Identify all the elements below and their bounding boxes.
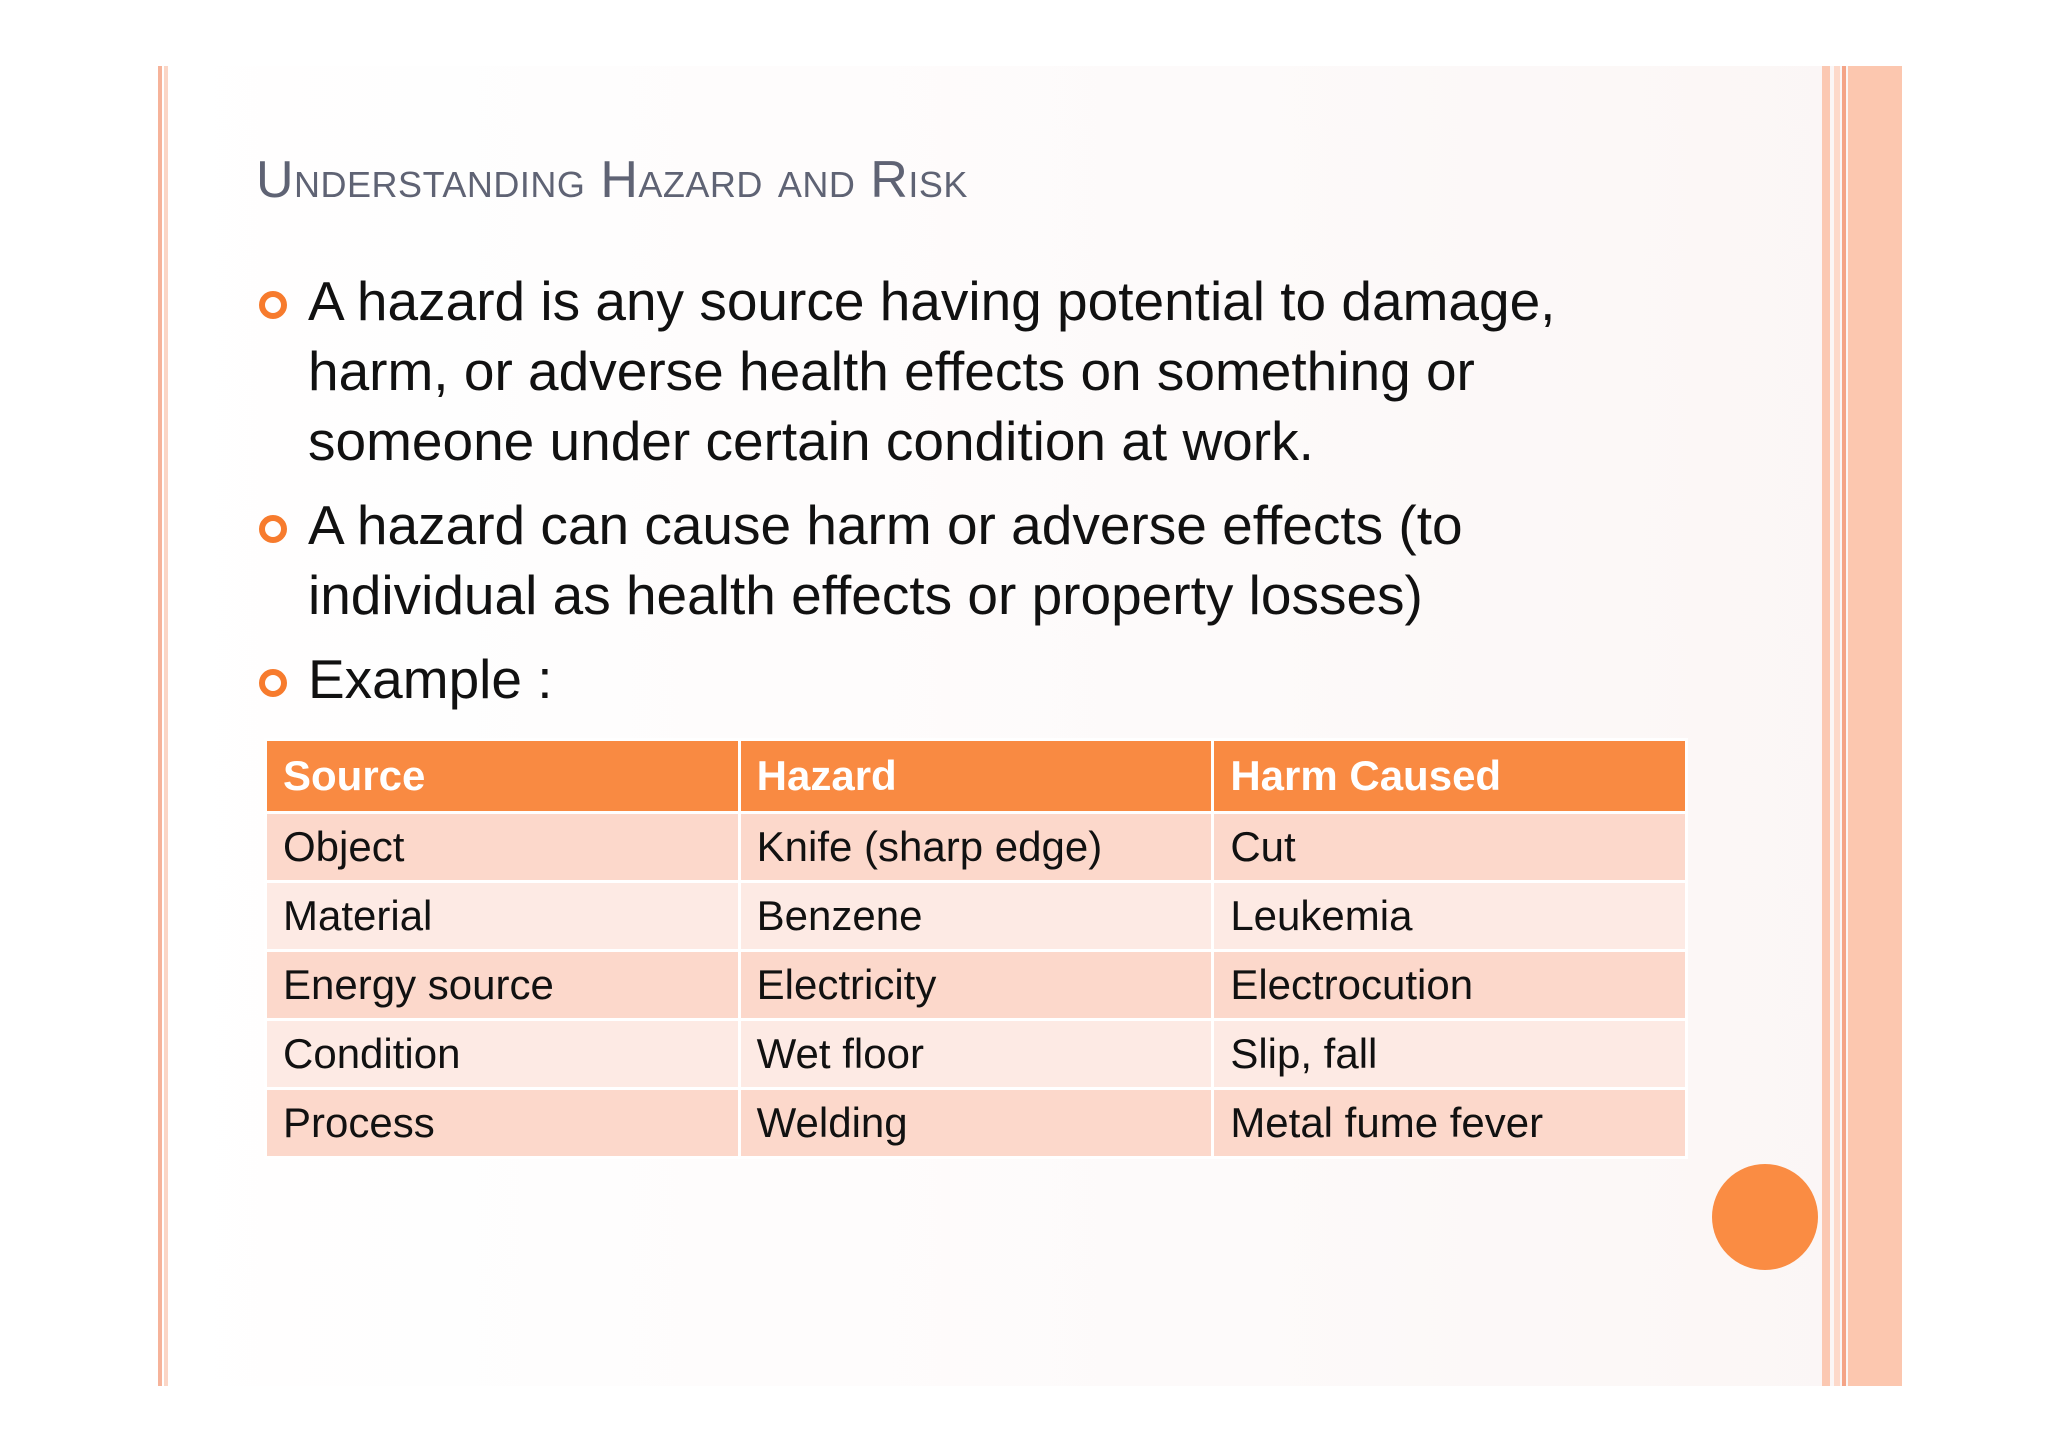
- table-cell: Wet floor: [739, 1020, 1213, 1089]
- table-cell: Condition: [266, 1020, 740, 1089]
- column-header-hazard: Hazard: [739, 740, 1213, 813]
- table-row: [266, 1020, 1687, 1089]
- bullet-item: [256, 266, 1656, 476]
- table-cell: Slip, fall: [1213, 1020, 1687, 1089]
- left-border-stripe: [158, 66, 162, 1386]
- table-row: [266, 1089, 1687, 1158]
- table-cell: Material: [266, 882, 740, 951]
- column-header-source: Source: [266, 740, 740, 813]
- column-header-harm-caused: Harm Caused: [1213, 740, 1687, 813]
- left-border-stripe-light: [164, 66, 168, 1386]
- table-row: [266, 813, 1687, 882]
- orange-circle-decoration: [1712, 1164, 1818, 1270]
- table-cell: Benzene: [739, 882, 1213, 951]
- example-table: [264, 738, 1688, 1159]
- example-table-container: [264, 738, 1688, 1159]
- table-cell: Process: [266, 1089, 740, 1158]
- bullet-text: A hazard is any source having potential to damage, harm, or adverse health effects on something or someone under certain condition at work.: [308, 270, 1556, 472]
- right-stripe: [1834, 66, 1840, 1386]
- right-stripe: [1848, 66, 1902, 1386]
- table-cell: Welding: [739, 1089, 1213, 1158]
- circle-bullet-icon: [259, 515, 287, 543]
- circle-bullet-icon: [259, 669, 287, 697]
- bullet-text: Example :: [308, 648, 553, 710]
- table-cell: Cut: [1213, 813, 1687, 882]
- table-cell: Leukemia: [1213, 882, 1687, 951]
- right-stripe: [1822, 66, 1830, 1386]
- bullet-list: [256, 266, 1656, 728]
- table-row: [266, 882, 1687, 951]
- table-cell: Knife (sharp edge): [739, 813, 1213, 882]
- bullet-item: [256, 644, 1656, 714]
- table-cell: Metal fume fever: [1213, 1089, 1687, 1158]
- slide-title: Understanding Hazard and Risk: [256, 151, 968, 209]
- table-row: [266, 951, 1687, 1020]
- circle-bullet-icon: [259, 291, 287, 319]
- right-border-stripes: [1822, 66, 1902, 1386]
- right-stripe: [1842, 66, 1846, 1386]
- table-header-row: [266, 740, 1687, 813]
- bullet-item: [256, 490, 1656, 630]
- table-cell: Energy source: [266, 951, 740, 1020]
- bullet-text: A hazard can cause harm or adverse effects (to individual as health effects or property losses): [308, 494, 1463, 626]
- table-cell: Electrocution: [1213, 951, 1687, 1020]
- table-cell: Electricity: [739, 951, 1213, 1020]
- table-cell: Object: [266, 813, 740, 882]
